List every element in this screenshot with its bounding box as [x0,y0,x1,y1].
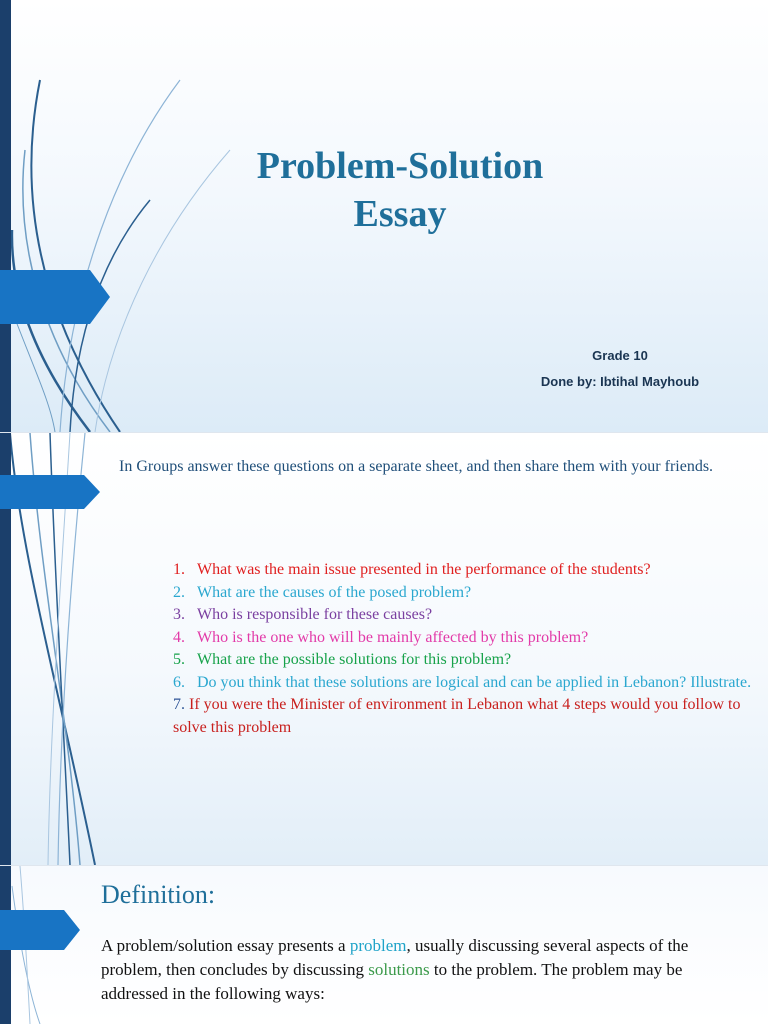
question-text: Who is responsible for these causes? [197,606,433,623]
title-slide [0,0,768,432]
question-item [173,582,763,605]
question-number: 3. [173,606,185,623]
question-item [173,694,763,739]
definition-text-part: to the problem. The problem may be addressed in the following ways: [101,960,683,1003]
question-number: 1. [173,561,185,578]
question-text: Who is the one who will be mainly affected by this problem? [197,628,589,646]
arrow-pentagon-icon [0,910,82,950]
question-item [173,604,763,627]
grade-label: Grade 10 [592,348,648,363]
question-text: What was the main issue presented in the performance of the students? [197,561,651,578]
highlight-problem: problem [349,936,407,955]
highlight-solutions: solutions [368,960,430,979]
definition-text-part: A problem/solution essay presents a [101,936,350,955]
accent-bar [0,0,11,432]
arrow-pentagon-icon [0,475,102,509]
question-text: What are the causes of the posed problem? [197,583,472,601]
question-item [173,627,763,650]
question-number: 2. [173,583,185,601]
definition-text-part: , usually discussing several aspects of the problem, then concludes by discussing [101,936,689,979]
author-label: Done by: Ibtihal Mayhoub [540,374,700,389]
intro-text: In Groups answer these questions on a separate sheet, and then share them with your friends. [119,458,714,475]
question-number: 5. [173,651,185,668]
question-text: Do you think that these solutions are logical and can be applied in Lebanon? Illustrate. [197,673,752,691]
definition-body [101,934,741,1006]
definition-heading: Definition: [101,880,216,909]
question-item [173,672,763,695]
title-line-2: Essay [353,193,447,235]
question-text: What are the possible solutions for this problem? [197,651,512,668]
arrow-pentagon-icon [0,270,112,324]
question-item [173,649,763,672]
page-title [200,142,600,238]
question-list [173,559,763,739]
question-item [173,559,763,582]
question-text: If you were the Minister of environment in Lebanon what 4 steps would you follow to solve this problem [173,696,741,736]
title-line-1: Problem-Solution [256,145,544,187]
question-number: 4. [173,628,185,646]
question-number: 6. [173,673,185,691]
question-number: 7. [173,696,185,713]
